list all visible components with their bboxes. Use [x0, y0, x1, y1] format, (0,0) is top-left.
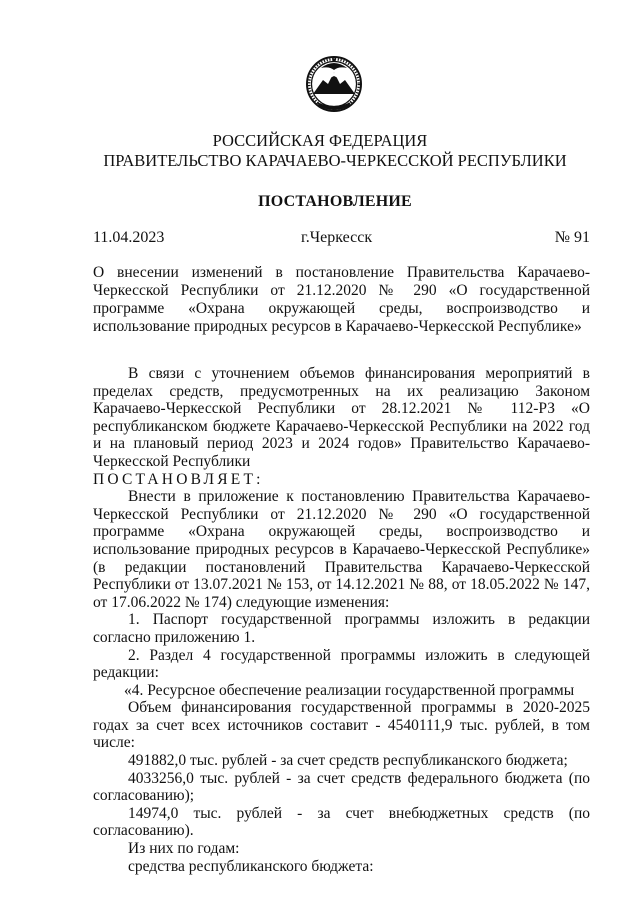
document-number: № 91	[554, 229, 590, 246]
paragraph-item-1: 1. Паспорт государственной программы изложить в редакции согласно приложению 1.	[93, 611, 590, 646]
paragraph-regional-funds: средства республиканского бюджета:	[128, 857, 374, 875]
paragraph-amendments: Внести в приложение к постановлению Правительства Карачаево-Черкесской Республики от 21.12.2020 № 290 «О государственной программе «Охрана окружающей среды, воспроизводство и использование природных ресурсов в Карачаево-Черкесской Республике» (в редакции постановлений Правительства Карачаево-Черкесской Республики от 13.07.2021 № 153, от 14.12.2021 № 88, от 18.05.2022 № 147, от 17.06.2022 № 174) следующие изменения:	[93, 488, 590, 611]
document-body	[93, 365, 590, 875]
paragraph-section-title: «4. Ресурсное обеспечение реализации государственной программы	[124, 681, 575, 699]
paragraph-financing-regional: 491882,0 тыс. рублей - за счет средств республиканского бюджета;	[128, 752, 568, 770]
paragraph-item-2: 2. Раздел 4 государственной программы изложить в следующей редакции:	[93, 646, 590, 682]
document-date: 11.04.2023	[93, 229, 165, 246]
document-city: г.Черкесск	[301, 229, 373, 246]
paragraph-financing-extrabudgetary: 14974,0 тыс. рублей - за счет внебюджетных средств (по согласованию).	[93, 804, 590, 840]
document-type: ПОСТАНОВЛЕНИЕ	[258, 193, 412, 210]
paragraph-by-years: Из них по годам:	[128, 840, 240, 858]
paragraph-decree: ПОСТАНОВЛЯЕТ:	[93, 470, 264, 488]
paragraph-financing-federal: 4033256,0 тыс. рублей - за счет средств федерального бюджета (по согласованию);	[93, 769, 590, 805]
header-line-federation: РОССИЙСКАЯ ФЕДЕРАЦИЯ	[212, 131, 428, 150]
paragraph-financing-total: Объем финансирования государственной программы в 2020-2025 годах за счет всех источников составит - 4540111,9 тыс. рублей, в том числе:	[93, 699, 590, 752]
header-line-government: ПРАВИТЕЛЬСТВО КАРАЧАЕВО-ЧЕРКЕССКОЙ РЕСПУБЛИКИ	[103, 151, 567, 170]
document-meta	[93, 229, 590, 249]
paragraph-preamble: В связи с уточнением объемов финансирования мероприятий в пределах средств, предусмотренных на их реализацию Законом Карачаево-Черкесской Республики от 28.12.2021 № 112-РЗ «О республиканском бюджете Карачаево-Черкесской Республики на 2022 год и на плановый период 2023 и 2024 годов» Правительство Карачаево-Черкесской Республики	[93, 365, 590, 470]
header	[0, 131, 640, 171]
document-subject: О внесении изменений в постановление Правительства Карачаево-Черкесской Республики от 21.12.2020 № 290 «О государственной программе «Охрана окружающей среды, воспроизводство и использование природных ресурсов в Карачаево-Черкесской Республике»	[93, 264, 590, 335]
coat-of-arms-icon	[299, 50, 369, 114]
